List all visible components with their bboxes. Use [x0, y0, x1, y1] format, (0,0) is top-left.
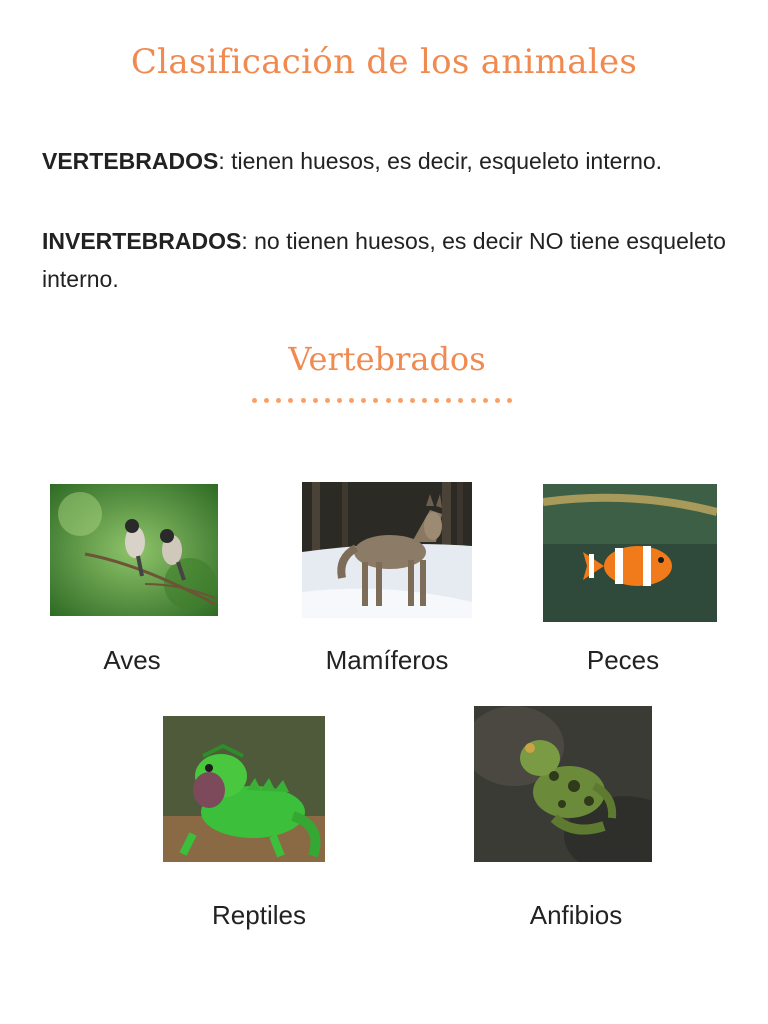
invertebrados-text: : no tienen huesos, es decir NO tiene esqueleto interno. [42, 228, 726, 292]
label-peces: Peces [586, 645, 660, 675]
dotted-divider [252, 398, 512, 408]
label-reptiles: Reptiles [212, 900, 306, 930]
vertebrados-term: VERTEBRADOS [42, 148, 219, 174]
page-title: Clasificación de los animales [130, 42, 638, 82]
section-title: Vertebrados [288, 340, 486, 378]
invertebrados-term: INVERTEBRADOS [42, 228, 242, 254]
vertebrados-text: : tienen huesos, es decir, esqueleto interno. [218, 148, 663, 174]
iguana-photo [163, 716, 325, 862]
vertebrados-definition [42, 142, 732, 180]
wolf-photo [302, 482, 472, 618]
clownfish-photo [543, 484, 717, 622]
frog-photo [474, 706, 652, 862]
birds-photo [50, 484, 218, 616]
invertebrados-definition [42, 222, 732, 298]
label-mamiferos: Mamíferos [325, 645, 449, 675]
label-aves: Aves [103, 645, 161, 675]
label-anfibios: Anfibios [529, 900, 623, 930]
